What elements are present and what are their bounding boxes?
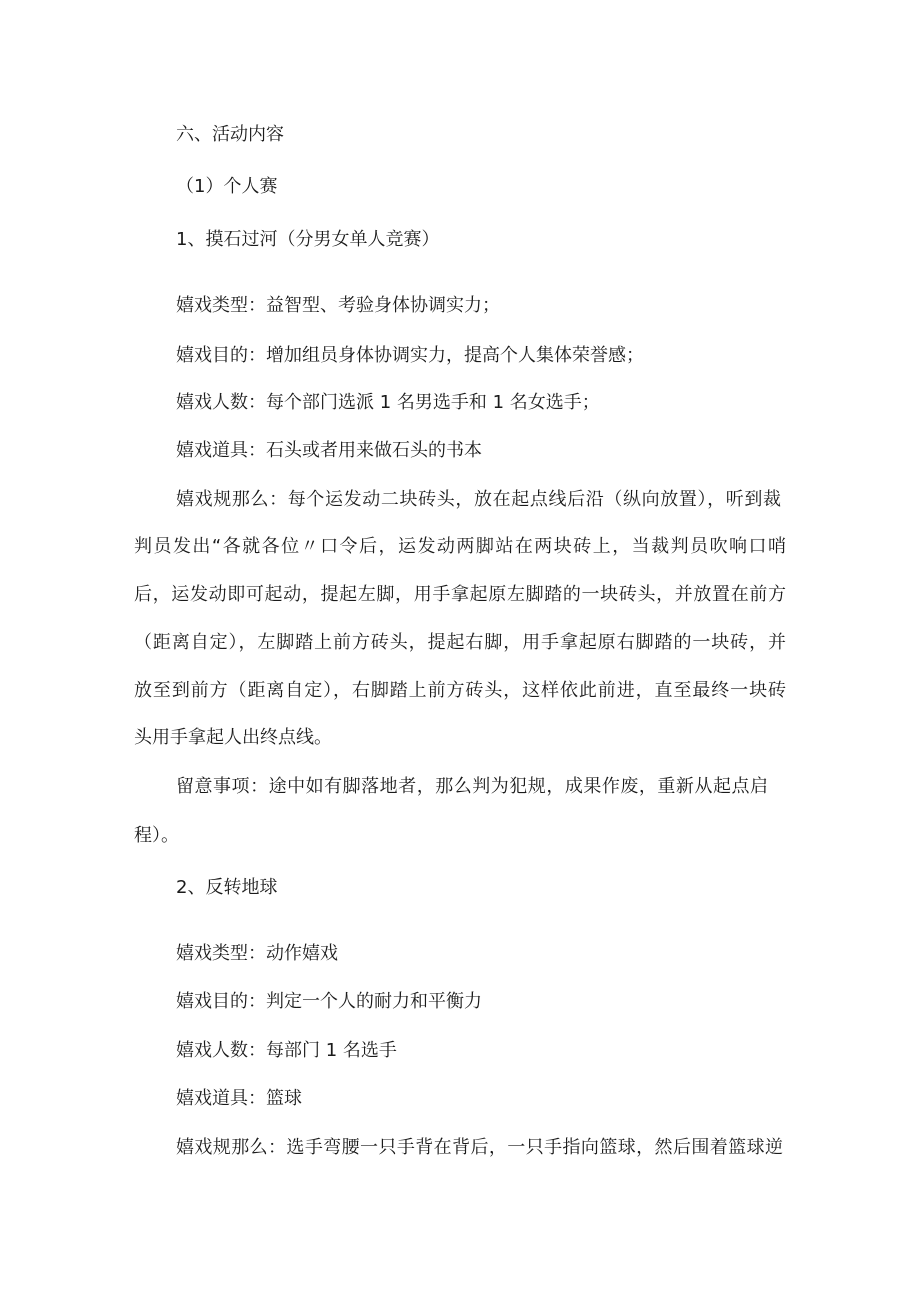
game1-notice-line: 留意事项：途中如有脚落地者，那么判为犯规，成果作废，重新从起点启 [176,776,768,797]
game2-rules-line: 嬉戏规那么：选手弯腰一只手背在背后，一只手指向篮球，然后围着篮球逆 [176,1137,783,1158]
game1-rules-line: 头用手拿起人出终点线。 [134,727,332,748]
game1-rules-line: 嬉戏规那么：每个运发动二块砖头，放在起点线后沿（纵向放置），听到裁 [176,489,781,510]
game2-title: 2、反转地球 [176,877,278,898]
game1-title: 1、摸石过河（分男女单人竞赛） [176,229,440,250]
game1-rules-line: 判员发出“各就各位〃口令后，运发动两脚站在两块砖上，当裁判员吹响口哨 [134,536,786,557]
game2-props: 嬉戏道具：篮球 [176,1088,302,1109]
game2-type: 嬉戏类型：动作嬉戏 [176,943,338,964]
game1-notice-line: 程）。 [134,825,179,846]
game1-props: 嬉戏道具：石头或者用来做石头的书本 [176,440,482,461]
game1-rules-line: 后，运发动即可起动，提起左脚，用手拿起原左脚踏的一块砖头，并放置在前方 [134,584,786,605]
game1-rules-line: （距离自定），左脚踏上前方砖头，提起右脚，用手拿起原右脚踏的一块砖，并 [134,632,786,653]
game2-goal: 嬉戏目的：判定一个人的耐力和平衡力 [176,991,482,1012]
subsection-title: （1）个人赛 [176,176,278,197]
section-title: 六、活动内容 [176,124,284,145]
game1-people: 嬉戏人数：每个部门选派 1 名男选手和 1 名女选手； [176,392,600,413]
game1-rules-line: 放至到前方（距离自定），右脚踏上前方砖头，这样依此前进，直至最终一块砖 [134,680,786,701]
game2-people: 嬉戏人数：每部门 1 名选手 [176,1040,397,1061]
game1-goal: 嬉戏目的：增加组员身体协调实力，提高个人集体荣誉感； [176,345,644,366]
game1-type: 嬉戏类型：益智型、考验身体协调实力； [176,295,500,316]
